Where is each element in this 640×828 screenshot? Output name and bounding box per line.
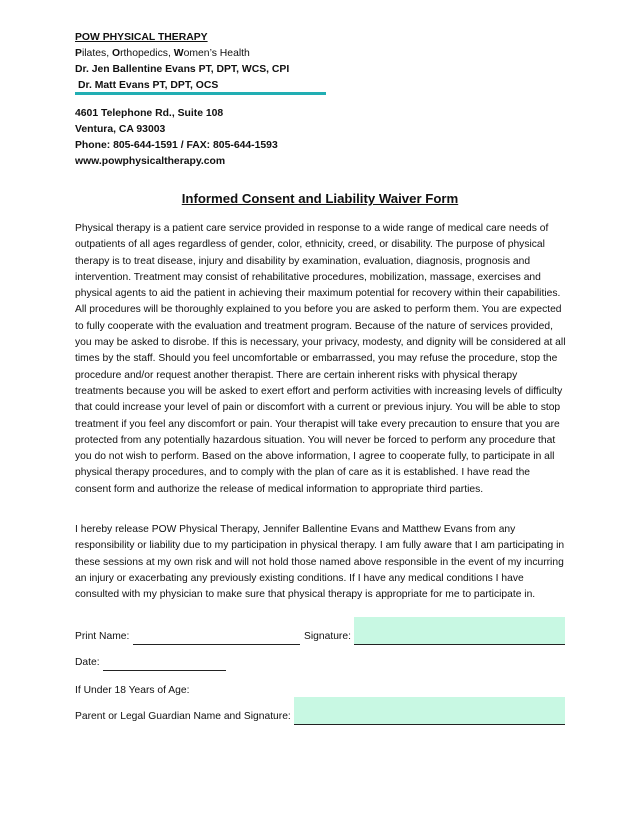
practice-name: POW PHYSICAL THERAPY	[75, 32, 208, 43]
specialties-line: Pilates, Orthopedics, Women’s Health	[75, 48, 250, 59]
guardian-input[interactable]	[294, 697, 565, 725]
address-block	[75, 106, 278, 170]
city-state-zip: Ventura, CA 93003	[75, 124, 166, 135]
minor-heading: If Under 18 Years of Age:	[75, 685, 190, 696]
release-paragraph: I hereby release POW Physical Therapy, Jennifer Ballentine Evans and Matthew Evans from any responsibility or liability due to my participation in physical therapy. I am fully aware that I am participating in these sessions at my own risk and will not hold those named above responsible in the event of my incurring an injury or exacerbating any previously existing conditions. If I have any medical conditions I have consulted with my physician to make sure that physical therapy is appropriate for me to participate in.	[75, 524, 565, 601]
letterhead	[75, 30, 289, 94]
guardian-label: Parent or Legal Guardian Name and Signature:	[75, 711, 291, 722]
doctor-1: Dr. Jen Ballentine Evans PT, DPT, WCS, CPI	[75, 64, 290, 75]
doctor-2: Dr. Matt Evans PT, DPT, OCS	[78, 80, 219, 91]
signature-label: Signature:	[304, 631, 351, 642]
date-label: Date:	[75, 657, 100, 668]
date-input[interactable]	[103, 646, 226, 671]
print-name-label: Print Name:	[75, 631, 130, 642]
form-title: Informed Consent and Liability Waiver Form	[181, 191, 459, 206]
website-link[interactable]: www.powphysicaltherapy.com	[75, 156, 226, 167]
signature-input[interactable]	[354, 617, 565, 645]
consent-paragraph: Physical therapy is a patient care service provided in response to a wide range of medical care needs of outpatients of all ages regardless of gender, color, ethnicity, creed, or disability. The purpose of physical therapy is to treat disease, injury and disability by examination, evaluation, diagnosis, prognosis and intervention. Treatment may consist of rehabilitative procedures, mobilization, massage, exercises and physical agents to aid the patient in achieving their maximum potential for recovery within their capabilities. All procedures will be thoroughly explained to you before you are asked to perform them. You are expected to fully cooperate with the evaluation and treatment program. Because of the nature of services provided, you may be asked to disrobe. If this is necessary, your privacy, modesty, and dignity will be considered at all times by the staff. Should you feel uncomfortable or embarrassed, you may refuse the procedure, stop the procedure and/or request another therapist. There are certain inherent risks with physical therapy treatments because you will be asked to exert effort and perform activities with increasing levels of difficulty that could increase your level of pain or discomfort with a current or previous injury. You will be able to stop treatment if you feel any discomfort or pain. Your therapist will take every precaution to ensure that you are protected from any potentially hazardous situation. You will never be forced to perform any procedure that you do not wish to perform. Based on the above information, I agree to cooperate fully, to participate in all physical therapy procedures, and to comply with the plan of care as it is established. I have read the consent form and authorize the release of medical information to appropriate third parties.	[75, 223, 566, 495]
print-name-input[interactable]	[133, 630, 300, 645]
street-address: 4601 Telephone Rd., Suite 108	[75, 108, 224, 119]
phone-fax: Phone: 805-644-1591 / FAX: 805-644-1593	[75, 140, 278, 151]
accent-rule	[75, 92, 326, 95]
